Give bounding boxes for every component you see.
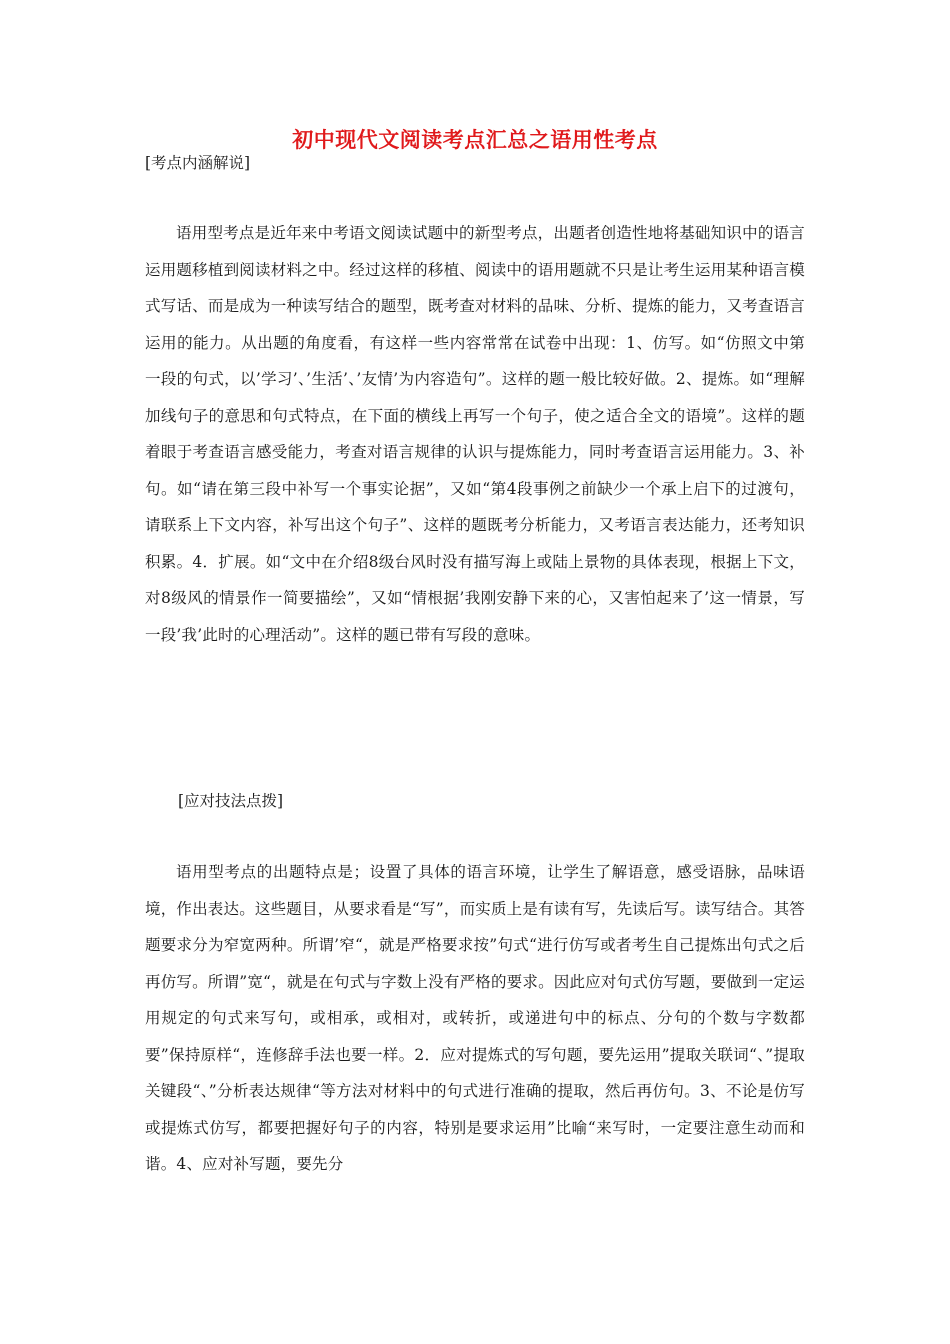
section-label-explanation: [考点内涵解说] xyxy=(145,154,251,172)
document-title: 初中现代文阅读考点汇总之语用性考点 xyxy=(292,127,658,152)
section-label-techniques: [应对技法点拨] xyxy=(178,792,284,810)
paragraph-explanation: 语用型考点是近年来中考语文阅读试题中的新型考点，出题者创造性地将基础知识中的语言运用题移植到阅读材料之中。经过这样的移植、阅读中的语用题就不只是让考生运用某种语言模式写话、而是成为一种读写结合的题型，既考查对材料的品味、分析、提炼的能力，又考查语言运用的能力。从出题的角度看，有这样一些内容常常在试卷中出现：1、仿写。如“仿照文中第一段的句式，以’学习’、’生活’、’友情’为内容造句”。这样的题一般比较好做。2、提炼。如“理解加线句子的意思和句式特点，在下面的横线上再写一个句子，使之适合全文的语境”。这样的题着眼于考查语言感受能力，考查对语言规律的认识与提炼能力，同时考查语言运用能力。3、补句。如“请在第三段中补写一个事实论据”，又如“第4段事例之前缺少一个承上启下的过渡句，请联系上下文内容，补写出这个句子”、这样的题既考分析能力，又考语言表达能力，还考知识积累。4．扩展。如“文中在介绍8级台风时没有描写海上或陆上景物的具体表现，根据上下文，对8级风的情景作一简要描绘”，又如“情根据’我刚安静下来的心，又害怕起来了’这一情景，写一段’我’此时的心理活动”。这样的题已带有写段的意味。 xyxy=(145,224,805,644)
paragraph-techniques: 语用型考点的出题特点是；设置了具体的语言环境，让学生了解语意，感受语脉，品味语境，作出表达。这些题目，从要求看是“写”，而实质上是有读有写，先读后写。读写结合。其答题要求分为窄宽两种。所谓’窄“，就是严格要求按”句式“进行仿写或者考生自己提炼出句式之后再仿写。所谓”宽“，就是在句式与字数上没有严格的要求。因此应对句式仿写题，要做到一定运用规定的句式来写句，或相承，或相对，或转折，或递进句中的标点、分句的个数与字数都要”保持原样“，连修辞手法也要一样。2．应对提炼式的写句题，要先运用”提取关联词“、”提取关键段“、”分析表达规律“等方法对材料中的句式进行准确的提取，然后再仿句。3、不论是仿写或提炼式仿写，都要把握好句子的内容，特别是要求运用”比喻“来写时，一定要注意生动而和谐。4、应对补写题，要先分 xyxy=(145,863,805,1173)
